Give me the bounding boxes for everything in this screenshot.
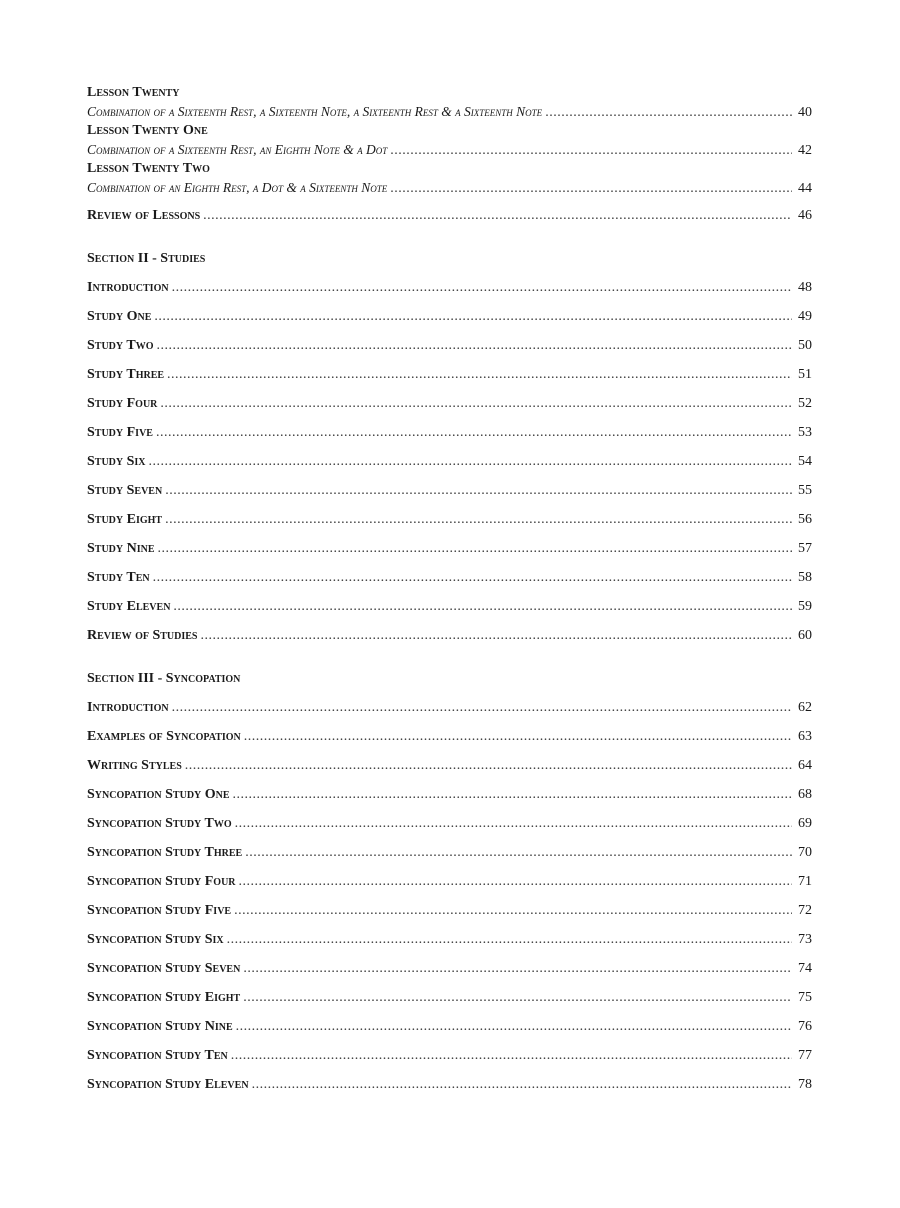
- entry-label: Syncopation Study Six: [87, 932, 224, 947]
- dot-leader: [160, 394, 792, 413]
- entry-label: Syncopation Study Nine: [87, 1019, 233, 1034]
- entry-label: Introduction: [87, 280, 169, 295]
- dot-leader: [165, 481, 792, 500]
- page-number: 56: [798, 512, 812, 527]
- page-number: 75: [798, 990, 812, 1005]
- page-number: 77: [798, 1048, 812, 1063]
- entry-label: Study Eight: [87, 512, 163, 527]
- dot-leader: [203, 206, 792, 225]
- toc-entry[interactable]: [87, 1075, 812, 1094]
- toc-entry[interactable]: [87, 843, 812, 862]
- entry-label: Syncopation Study Four: [87, 874, 236, 889]
- toc-entry[interactable]: [87, 872, 812, 891]
- page-number: 70: [798, 845, 812, 860]
- entry-label: Study Four: [87, 396, 158, 411]
- entry-label: Review of Studies: [87, 628, 198, 643]
- lesson-subtitle: Combination of an Eighth Rest, a Dot & a Sixteenth Note: [87, 180, 388, 195]
- dot-leader: [153, 568, 792, 587]
- toc-entry[interactable]: [87, 140, 812, 159]
- toc-entry[interactable]: [87, 278, 812, 297]
- dot-leader: [234, 901, 792, 920]
- page-number: 74: [798, 961, 812, 976]
- entry-label: Syncopation Study Three: [87, 845, 243, 860]
- toc-entry[interactable]: [87, 336, 812, 355]
- page-number: 72: [798, 903, 812, 918]
- toc-entry[interactable]: [87, 178, 812, 197]
- page-number: 55: [798, 483, 812, 498]
- dot-leader: [252, 1075, 792, 1094]
- page-number: 49: [798, 309, 812, 324]
- page-number: 50: [798, 338, 812, 353]
- entry-label: Study Five: [87, 425, 153, 440]
- toc-entry[interactable]: [87, 959, 812, 978]
- dot-leader: [158, 539, 792, 558]
- section-title: Section III - Syncopation: [87, 671, 241, 686]
- toc-entry[interactable]: [87, 365, 812, 384]
- dot-leader: [239, 872, 792, 891]
- page-number: 54: [798, 454, 812, 469]
- dot-leader: [165, 510, 792, 529]
- lesson-title: Lesson Twenty Two: [87, 161, 210, 176]
- page-number: 76: [798, 1019, 812, 1034]
- page-number: 78: [798, 1077, 812, 1092]
- toc-entry[interactable]: [87, 423, 812, 442]
- page-number: 48: [798, 280, 812, 295]
- lesson-title: Lesson Twenty: [87, 85, 180, 100]
- entry-label: Study Seven: [87, 483, 163, 498]
- dot-leader: [185, 756, 792, 775]
- lesson-twenty-one: [87, 121, 812, 159]
- entry-label: Study Six: [87, 454, 146, 469]
- entry-label: Study Three: [87, 367, 165, 382]
- page-number: 42: [798, 143, 812, 158]
- page-number: 59: [798, 599, 812, 614]
- dot-leader: [243, 959, 792, 978]
- page-number: 69: [798, 816, 812, 831]
- page-number: 71: [798, 874, 812, 889]
- entry-label: Syncopation Study Seven: [87, 961, 241, 976]
- entry-label: Syncopation Study Eleven: [87, 1077, 249, 1092]
- entry-label: Study Two: [87, 338, 154, 353]
- dot-leader: [545, 103, 792, 122]
- lesson-subtitle: Combination of a Sixteenth Rest, an Eighth Note & a Dot: [87, 142, 388, 157]
- page-number: 73: [798, 932, 812, 947]
- page-number: 62: [798, 700, 812, 715]
- toc-entry[interactable]: [87, 756, 812, 775]
- dot-leader: [154, 307, 792, 326]
- toc-entry[interactable]: [87, 307, 812, 326]
- toc-entry[interactable]: [87, 988, 812, 1007]
- toc-entry[interactable]: [87, 1017, 812, 1036]
- toc-entry[interactable]: [87, 510, 812, 529]
- entry-label: Syncopation Study Eight: [87, 990, 241, 1005]
- dot-leader: [390, 141, 792, 160]
- dot-leader: [167, 365, 792, 384]
- dot-leader: [172, 698, 792, 717]
- entry-label: Examples of Syncopation: [87, 729, 241, 744]
- entry-label: Study Ten: [87, 570, 150, 585]
- dot-leader: [236, 1017, 792, 1036]
- toc-entry[interactable]: [87, 481, 812, 500]
- toc-entry[interactable]: [87, 452, 812, 471]
- dot-leader: [245, 843, 792, 862]
- dot-leader: [200, 626, 792, 645]
- lesson-subtitle: Combination of a Sixteenth Rest, a Sixteenth Note, a Sixteenth Rest & a Sixteenth Note: [87, 104, 543, 119]
- dot-leader: [390, 179, 792, 198]
- dot-leader: [227, 930, 792, 949]
- lesson-title: Lesson Twenty One: [87, 123, 208, 138]
- page-number: 64: [798, 758, 812, 773]
- page-number: 44: [798, 181, 812, 196]
- entry-label: Syncopation Study One: [87, 787, 230, 802]
- lesson-twenty: [87, 83, 812, 121]
- toc-entry[interactable]: [87, 785, 812, 804]
- dot-leader: [233, 785, 792, 804]
- toc-entry[interactable]: [87, 597, 812, 616]
- section-heading-syncopation: [87, 669, 812, 688]
- dot-leader: [156, 423, 792, 442]
- page-number: 58: [798, 570, 812, 585]
- dot-leader: [243, 988, 792, 1007]
- toc-entry-review-of-lessons[interactable]: [87, 206, 812, 225]
- lesson-twenty-two: [87, 159, 812, 197]
- toc-entry[interactable]: [87, 394, 812, 413]
- toc-entry[interactable]: [87, 539, 812, 558]
- page-number: 57: [798, 541, 812, 556]
- entry-label: Syncopation Study Ten: [87, 1048, 228, 1063]
- toc-entry[interactable]: [87, 901, 812, 920]
- dot-leader: [149, 452, 792, 471]
- page-number: 46: [798, 208, 812, 223]
- dot-leader: [172, 278, 792, 297]
- entry-label: Syncopation Study Five: [87, 903, 232, 918]
- entry-label: Study Nine: [87, 541, 155, 556]
- entry-label: Syncopation Study Two: [87, 816, 232, 831]
- entry-label: Writing Styles: [87, 758, 182, 773]
- page-number: 60: [798, 628, 812, 643]
- page-number: 52: [798, 396, 812, 411]
- page-number: 68: [798, 787, 812, 802]
- page-number: 51: [798, 367, 812, 382]
- section-studies-list: [87, 278, 812, 645]
- entry-label: Study One: [87, 309, 152, 324]
- toc-entry[interactable]: [87, 626, 812, 645]
- page-number: 53: [798, 425, 812, 440]
- entry-label: Review of Lessons: [87, 208, 201, 223]
- dot-leader: [173, 597, 792, 616]
- toc-entry[interactable]: [87, 102, 812, 121]
- section-heading-studies: [87, 249, 812, 268]
- toc-entry[interactable]: [87, 727, 812, 746]
- dot-leader: [235, 814, 792, 833]
- toc-entry[interactable]: [87, 814, 812, 833]
- toc-entry[interactable]: [87, 930, 812, 949]
- section-syncopation-list: [87, 698, 812, 1094]
- dot-leader: [231, 1046, 792, 1065]
- entry-label: Study Eleven: [87, 599, 171, 614]
- dot-leader: [244, 727, 792, 746]
- section-title: Section II - Studies: [87, 251, 206, 266]
- page-number: 40: [798, 105, 812, 120]
- entry-label: Introduction: [87, 700, 169, 715]
- table-of-contents: [87, 83, 812, 1094]
- dot-leader: [156, 336, 792, 355]
- toc-entry[interactable]: [87, 568, 812, 587]
- page-number: 63: [798, 729, 812, 744]
- toc-entry[interactable]: [87, 698, 812, 717]
- toc-entry[interactable]: [87, 1046, 812, 1065]
